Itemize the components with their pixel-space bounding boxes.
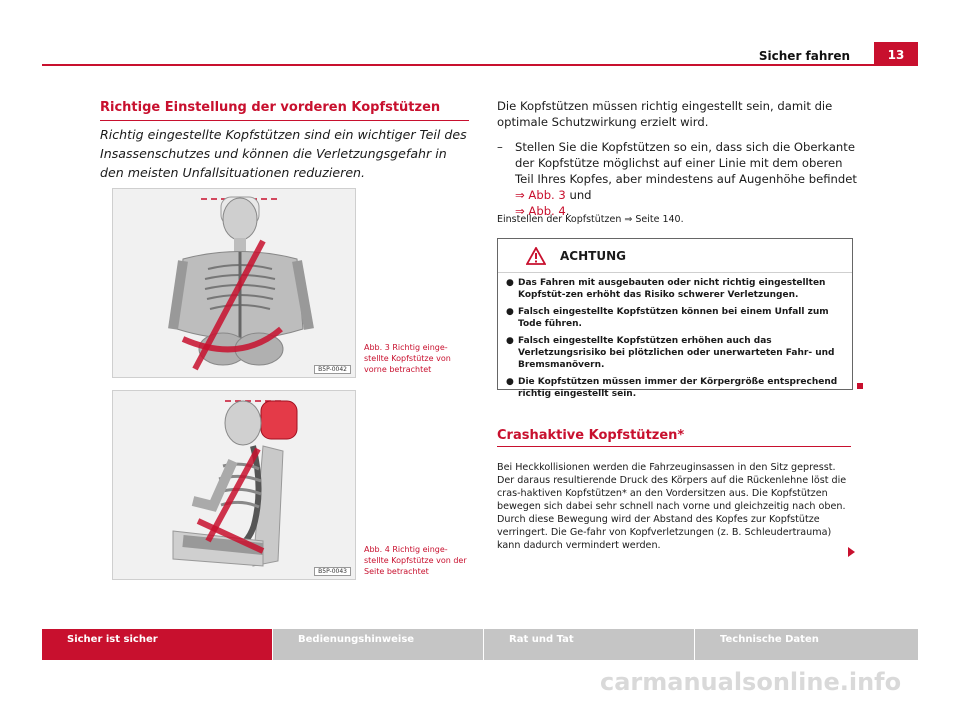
header-rule [42, 64, 918, 66]
section-title-crash-active-headrests: Crashaktive Kopfstützen* [497, 428, 685, 443]
bullet: ● [506, 336, 514, 346]
warning-box [497, 238, 853, 399]
figure-link-abb3[interactable]: ⇒ Abb. 3 [515, 188, 566, 202]
warning-item-text: Die Kopfstützen müssen immer der Körpergröße entsprechend richtig eingestellt sein. [518, 377, 838, 399]
intro-paragraph: Die Kopfstützen müssen richtig eingestellt sein, damit die optimale Schutzwirkung erzielt wird. [497, 99, 833, 129]
figure-code: B5P-0042 [314, 365, 351, 374]
bullet: ● [506, 307, 514, 317]
section-title-headrest-adjustment: Richtige Einstellung der vorderen Kopfstützen [100, 100, 441, 115]
running-header-title: Sicher fahren [758, 49, 850, 63]
tab-sicher-ist-sicher[interactable]: Sicher ist sicher [42, 629, 272, 660]
figure-front-view [112, 188, 356, 378]
skeleton-front-illustration [113, 189, 355, 377]
figure-caption: Abb. 4 Richtig einge-stellte Kopfstütze von der Seite betrachtet [364, 545, 467, 576]
warning-triangle-icon [526, 247, 546, 265]
figure-link-abb4[interactable]: ⇒ Abb. 4 [515, 204, 566, 218]
skeleton-side-illustration [113, 391, 355, 579]
section-body-text: Bei Heckkollisionen werden die Fahrzeuginsassen in den Sitz gepresst. Der daraus resultierende Druck des Körpers auf die Rückenlehne löst die cras-haktiven Kopfstützen* an den Vordersitzen aus. Die Kopfstützen bewegen sich dabei sehr schnell nach vorne und gleichzeitig nach oben. Durch diese Bewegung wird der Abstand des Kopfes zur Kopfstütze verringert. Die Ge-fahr von Kopfverletzungen (z. B. Schleudertrauma) kann dadurch vermindert werden. [497, 462, 847, 551]
tab-bedienungshinweise[interactable]: Bedienungshinweise [273, 629, 483, 660]
step-dash: – [497, 140, 503, 154]
section-lead-text: Richtig eingestellte Kopfstützen sind ein wichtiger Teil des Insassenschutzes und können die Verletzungsgefahr in den meisten Unfallsituationen reduzieren. [100, 127, 467, 180]
watermark: carmanualsonline.info [600, 668, 902, 696]
section-rule [497, 446, 851, 447]
warning-title: ACHTUNG [560, 249, 626, 263]
warning-header [498, 239, 852, 273]
figure-caption: Abb. 3 Richtig einge-stellte Kopfstütze von vorne betrachtet [364, 343, 451, 374]
cross-reference-text: Einstellen der Kopfstützen ⇒ Seite 140. [497, 214, 684, 225]
continue-arrow-icon [848, 547, 855, 557]
warning-item [506, 277, 846, 301]
warning-item [506, 376, 846, 400]
warning-item-text: Falsch eingestellte Kopfstützen erhöhen auch das Verletzungsrisiko bei plötzlichen oder unerwarteten Fahr- und Bremsmanövern. [518, 336, 835, 370]
section-end-marker [857, 383, 863, 389]
step-body: Stellen Sie die Kopfstützen so ein, dass sich die Oberkante der Kopfstütze möglichst auf einer Linie mit dem oberen Teil Ihres Kopfes, aber mindestens auf Augenhöhe befindet [515, 140, 857, 186]
warning-item-text: Das Fahren mit ausgebauten oder nicht richtig eingestellten Kopfstüt-zen erhöht das Risiko schwerer Verletzungen. [518, 278, 826, 300]
figure-code: B5P-0043 [314, 567, 351, 576]
tab-rat-und-tat[interactable]: Rat und Tat [484, 629, 694, 660]
step-end: . [565, 204, 570, 218]
bullet: ● [506, 278, 514, 288]
instruction-step [497, 139, 857, 219]
section-rule [100, 120, 469, 121]
tab-technische-daten[interactable]: Technische Daten [695, 629, 918, 660]
warning-item [506, 306, 846, 330]
page-number: 13 [874, 42, 918, 66]
figure-side-view [112, 390, 356, 580]
bullet: ● [506, 377, 514, 387]
warning-item-text: Falsch eingestellte Kopfstützen können bei einem Unfall zum Tode führen. [518, 307, 829, 329]
step-text [515, 139, 857, 219]
step-connector: und [565, 188, 592, 202]
warning-list [498, 273, 852, 400]
warning-item [506, 335, 846, 371]
